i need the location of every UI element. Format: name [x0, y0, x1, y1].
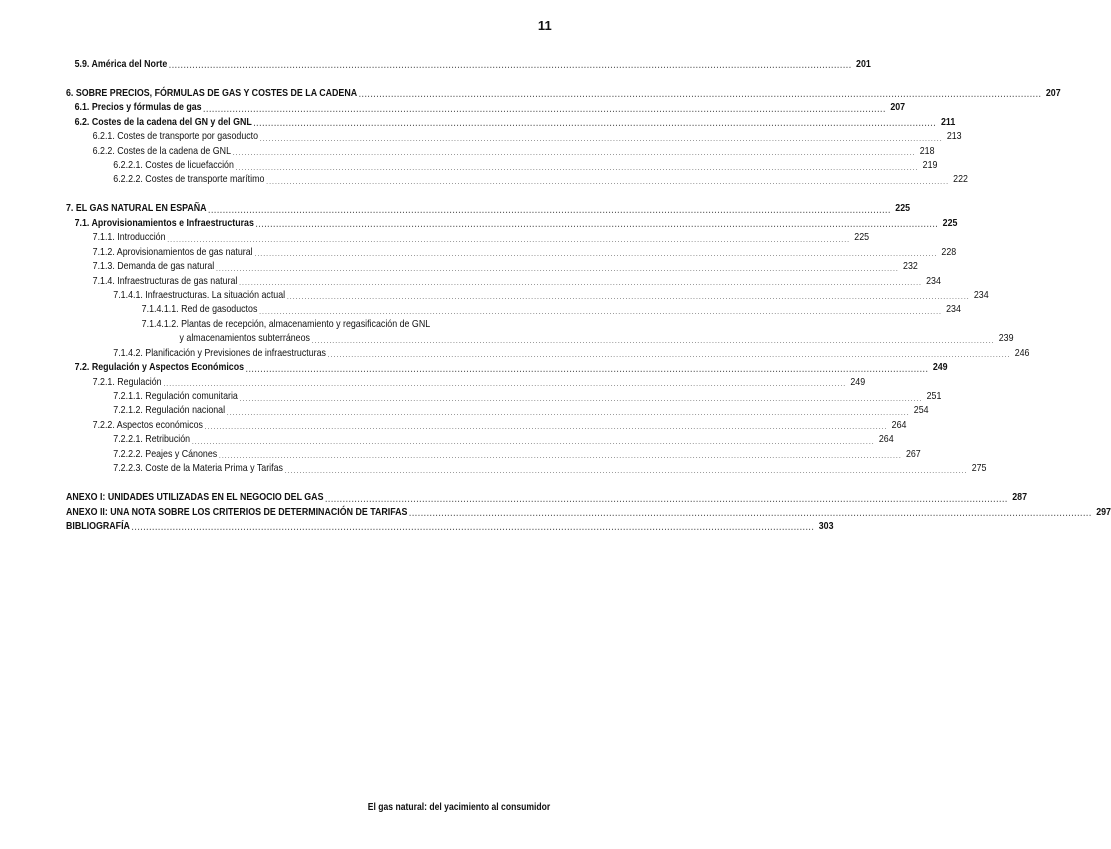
toc-entry[interactable] — [66, 303, 961, 317]
toc-entry-label: 6.1. Precios y fórmulas de gas — [74, 102, 202, 114]
dot-leader — [236, 162, 919, 174]
toc-entry-page: 254 — [913, 405, 929, 417]
dot-leader — [254, 248, 937, 260]
dot-leader — [239, 277, 922, 289]
toc-entry[interactable] — [66, 58, 871, 72]
toc-entry[interactable] — [66, 130, 962, 144]
dot-leader — [192, 436, 875, 448]
toc-entry-page: 213 — [946, 131, 962, 143]
toc-entry-label: 7.1.3. Demanda de gas natural — [92, 261, 215, 273]
toc-entry-page: 239 — [998, 333, 1014, 345]
running-footer: El gas natural: del yacimiento al consumidor — [367, 802, 550, 813]
toc-entry-label: 7.1.2. Aprovisionamientos de gas natural — [92, 246, 253, 258]
dot-leader — [167, 234, 850, 246]
dot-leader — [256, 219, 939, 231]
toc-entry-label: 7.1.1. Introducción — [92, 232, 166, 244]
toc-entry-label: 6.2.1. Costes de transporte por gasoducto — [92, 131, 259, 143]
toc-entry[interactable] — [66, 332, 1014, 346]
dot-leader — [208, 205, 891, 217]
dot-leader — [240, 393, 923, 405]
toc-entry[interactable] — [66, 433, 894, 447]
toc-entry-label: 7.1.4.1. Infraestructuras. La situación actual — [113, 289, 286, 301]
toc-entry-page: 228 — [941, 246, 957, 258]
toc-entry-label-first-line — [66, 318, 614, 332]
toc-entry-label: ANEXO I: UNIDADES UTILIZADAS EN EL NEGOCIO DEL GAS — [66, 492, 324, 504]
toc-chapter[interactable] — [66, 87, 1061, 101]
toc-entry[interactable] — [66, 347, 1030, 361]
dot-leader — [409, 508, 1092, 520]
toc-entry[interactable] — [66, 462, 987, 476]
toc-entry-page: 211 — [941, 116, 956, 128]
toc-chapter[interactable] — [66, 202, 911, 216]
toc-entry-page: 297 — [1096, 506, 1111, 518]
toc-entry[interactable] — [66, 101, 906, 115]
toc-entry-page: 249 — [850, 376, 866, 388]
toc-entry-label: 7.1.4. Infraestructuras de gas natural — [92, 275, 238, 287]
table-of-contents — [66, 58, 1111, 534]
toc-entry-label: 7. EL GAS NATURAL EN ESPAÑA — [66, 203, 207, 215]
toc-entry-label: 6.2.2.2. Costes de transporte marítimo — [113, 174, 265, 186]
toc-entry-page: 234 — [973, 289, 989, 301]
toc-entry[interactable] — [66, 405, 929, 419]
toc-entry-label: 7.2.2.1. Retribución — [113, 434, 191, 446]
dot-leader — [359, 89, 1042, 101]
dot-leader — [203, 104, 886, 116]
toc-annex[interactable] — [66, 506, 1111, 520]
toc-entry-label: 7.2.2.3. Coste de la Materia Prima y Tarifas — [113, 463, 283, 475]
dot-leader — [219, 450, 902, 462]
toc-entry[interactable] — [66, 217, 958, 231]
toc-entry-label: 7.2.2.2. Peajes y Cánones — [113, 448, 218, 460]
toc-entry-page: 264 — [878, 434, 894, 446]
toc-entry-label: 7.1.4.1.2. Plantas de recepción, almacenamiento y regasificación de GNL — [141, 318, 431, 330]
toc-entry-page: 201 — [856, 58, 871, 70]
toc-entry-page: 225 — [854, 232, 870, 244]
dot-leader — [312, 335, 995, 347]
toc-entry-page: 234 — [926, 275, 941, 287]
toc-entry[interactable] — [66, 145, 935, 159]
dot-leader — [227, 407, 910, 419]
toc-entry-page: 225 — [942, 217, 958, 229]
page-number: 11 — [537, 18, 552, 33]
toc-entry-page: 249 — [932, 362, 948, 374]
toc-entry-page: 303 — [818, 520, 834, 532]
toc-entry-label: ANEXO II: UNA NOTA SOBRE LOS CRITERIOS DE DETERMINACIÓN DE TARIFAS — [66, 506, 408, 518]
toc-entry-page: 251 — [926, 391, 942, 403]
toc-entry-label: 7.2. Regulación y Aspectos Económicos — [74, 362, 245, 374]
toc-entry-page: 219 — [922, 160, 938, 172]
toc-entry-label: BIBLIOGRAFÍA — [66, 520, 130, 532]
toc-entry-page: 275 — [971, 463, 987, 475]
dot-leader — [285, 465, 968, 477]
toc-entry-page: 225 — [895, 203, 911, 215]
toc-entry-page: 234 — [946, 304, 961, 316]
toc-entry-label: 5.9. América del Norte — [74, 58, 168, 70]
toc-annex[interactable] — [66, 491, 1028, 505]
toc-entry-label: 7.2.1.1. Regulación comunitaria — [113, 391, 238, 403]
toc-entry-page: 222 — [953, 174, 968, 186]
dot-leader — [246, 364, 929, 376]
toc-entry[interactable] — [66, 361, 948, 375]
dot-leader — [205, 421, 888, 433]
dot-leader — [163, 378, 846, 390]
toc-entry[interactable] — [66, 116, 956, 130]
toc-entry-label: 6.2. Costes de la cadena del GN y del GNL — [74, 116, 252, 128]
dot-leader — [253, 118, 936, 130]
toc-entry[interactable] — [66, 390, 942, 404]
toc-bibliography[interactable] — [66, 520, 834, 534]
dot-leader — [169, 60, 852, 72]
dot-leader — [325, 494, 1008, 506]
toc-entry[interactable] — [66, 419, 907, 433]
dot-leader — [260, 133, 943, 145]
dot-leader — [259, 306, 942, 318]
toc-entry[interactable] — [66, 174, 968, 188]
toc-entry[interactable] — [66, 275, 941, 289]
toc-entry[interactable] — [66, 231, 870, 245]
dot-leader — [287, 291, 970, 303]
toc-entry[interactable] — [66, 246, 957, 260]
toc-entry-page: 267 — [905, 448, 921, 460]
toc-entry-label: 6.2.2.1. Costes de licuefacción — [113, 160, 234, 172]
dot-leader — [328, 349, 1011, 361]
toc-entry-page: 287 — [1012, 492, 1028, 504]
toc-entry[interactable] — [66, 289, 989, 303]
toc-entry[interactable] — [66, 376, 866, 390]
toc-entry-label: 7.2.2. Aspectos económicos — [92, 419, 203, 431]
toc-entry-label: 7.2.1.2. Regulación nacional — [113, 405, 226, 417]
dot-leader — [132, 522, 815, 534]
toc-entry-page: 218 — [919, 145, 935, 157]
toc-entry-page: 232 — [903, 261, 918, 273]
toc-entry-page: 264 — [891, 419, 907, 431]
toc-entry[interactable] — [66, 159, 938, 173]
toc-entry[interactable] — [66, 260, 918, 274]
toc-entry-label-continuation: y almacenamientos subterráneos — [179, 333, 310, 345]
toc-entry-page: 246 — [1014, 347, 1030, 359]
toc-entry-label: 6. SOBRE PRECIOS, FÓRMULAS DE GAS Y COSTES DE LA CADENA — [66, 87, 358, 99]
dot-leader — [233, 147, 916, 159]
dot-leader — [266, 176, 949, 188]
toc-entry-label: 7.2.1. Regulación — [92, 376, 162, 388]
toc-entry[interactable] — [66, 448, 921, 462]
toc-entry-label: 7.1.4.2. Planificación y Previsiones de infraestructuras — [113, 347, 326, 359]
toc-entry-page: 207 — [1045, 87, 1061, 99]
toc-entry-page: 207 — [890, 102, 906, 114]
dot-leader — [216, 263, 899, 275]
toc-entry-label: 7.1. Aprovisionamientos e Infraestructuras — [74, 217, 254, 229]
toc-entry-label: 7.1.4.1.1. Red de gasoductos — [141, 304, 258, 316]
toc-entry-label: 6.2.2. Costes de la cadena de GNL — [92, 145, 231, 157]
